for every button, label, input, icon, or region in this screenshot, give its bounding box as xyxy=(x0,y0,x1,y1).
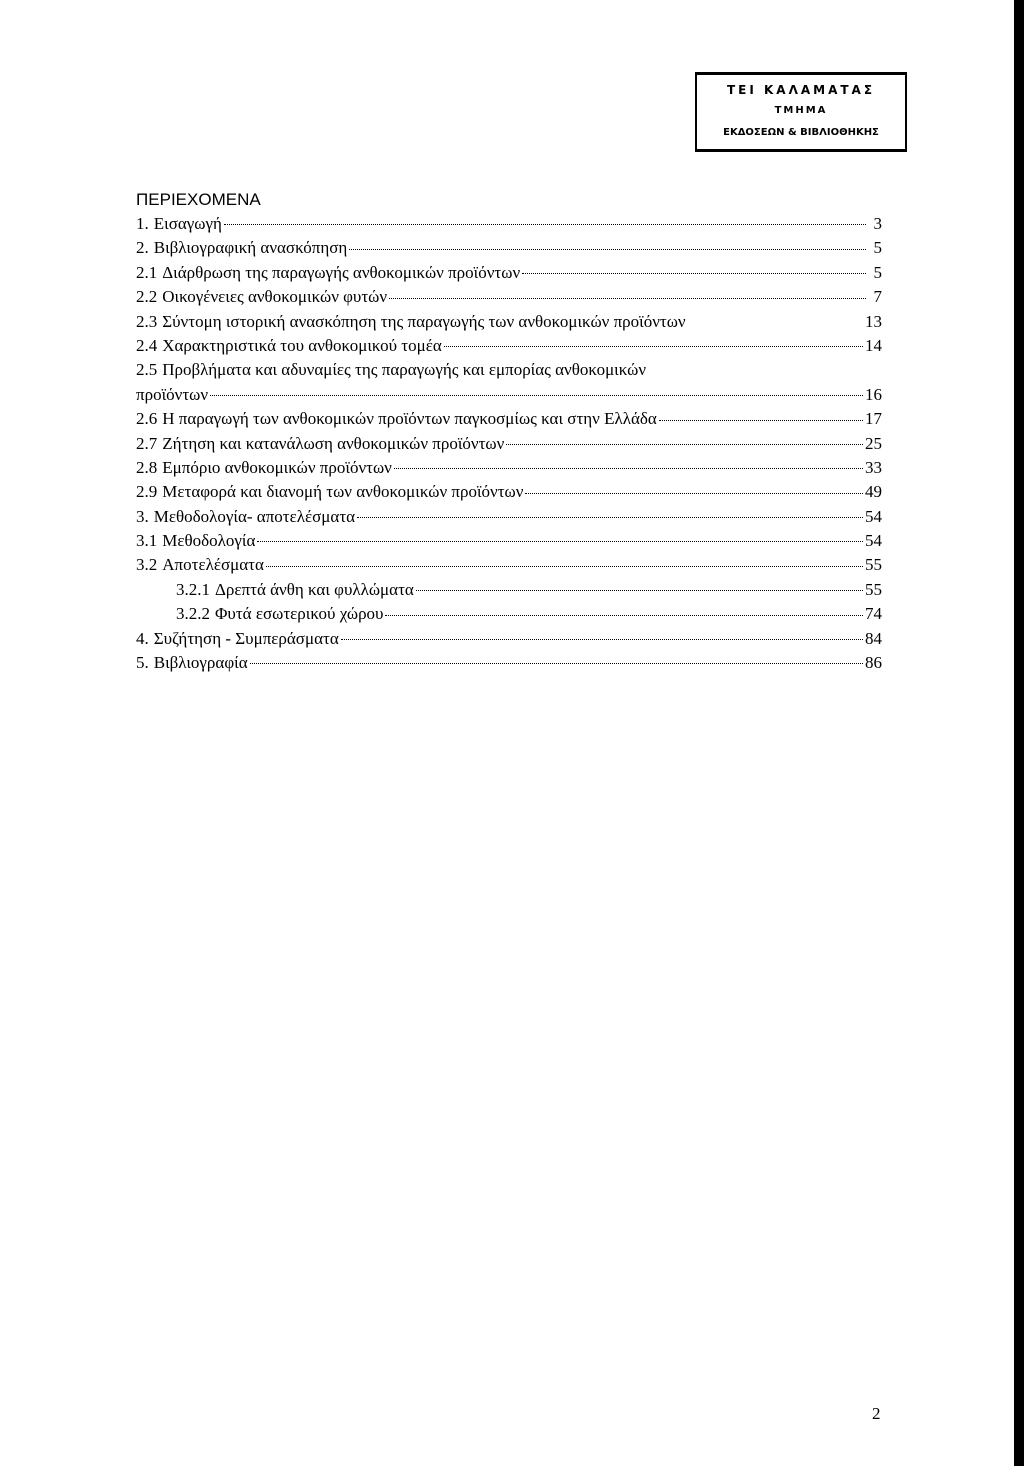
toc-leader-dots xyxy=(341,638,863,640)
toc-leader-dots xyxy=(257,540,863,542)
toc-entry-page: 33 xyxy=(865,457,882,477)
toc-entry-page: 14 xyxy=(865,335,882,355)
toc-entry-1[interactable] xyxy=(136,212,882,236)
toc-entry-title: Βιβλιογραφική ανασκόπηση xyxy=(153,238,348,258)
toc-entry-number: 5. xyxy=(136,653,149,673)
toc-entry-title: Οικογένειες ανθοκομικών φυτών xyxy=(162,287,388,307)
toc-entry-2-4[interactable] xyxy=(136,334,882,358)
toc-title: ΠΕΡΙΕΧΟΜΕΝΑ xyxy=(136,190,261,209)
toc-entry-number: 3.2 xyxy=(136,555,158,575)
toc-entry-2-2[interactable] xyxy=(136,285,882,309)
toc-entry-page: 16 xyxy=(865,384,882,404)
toc-entry-title: Αποτελέσματα xyxy=(162,555,264,575)
toc-entry-title: Βιβλιογραφία xyxy=(153,653,248,673)
toc-entry-page: 5 xyxy=(873,238,882,258)
toc-entry-page: 54 xyxy=(865,506,882,526)
toc-leader-dots xyxy=(444,345,863,347)
toc-entry-title: Προβλήματα και αδυναμίες της παραγωγής και εμπορίας ανθοκομικών xyxy=(162,360,647,380)
library-stamp xyxy=(695,72,907,152)
toc-leader-dots xyxy=(349,248,866,250)
toc-entry-3[interactable] xyxy=(136,505,882,529)
stamp-line-1: ΤΕΙ ΚΑΛΑΜΑΤΑΣ xyxy=(726,83,876,97)
toc-entry-page: 7 xyxy=(873,287,882,307)
toc-entry-page: 55 xyxy=(865,555,882,575)
toc-entry-page: 74 xyxy=(865,604,882,624)
toc-entry-number: 2.9 xyxy=(136,482,158,502)
toc-entry-number: 2.7 xyxy=(136,433,158,453)
page-number: 2 xyxy=(872,1404,881,1423)
toc-entry-number: 3.1 xyxy=(136,531,158,551)
stamp-line-3: ΕΚΔΟΣΕΩΝ & ΒΙΒΛΙΟΘΗΚΗΣ xyxy=(723,127,879,138)
toc-entry-page: 49 xyxy=(865,482,882,502)
toc-leader-dots xyxy=(416,589,863,591)
toc-leader-dots xyxy=(525,492,863,494)
toc-entry-title: Σύντομη ιστορική ανασκόπηση της παραγωγής των ανθοκομικών προϊόντων xyxy=(162,311,686,331)
toc-entry-title: Φυτά εσωτερικού χώρου xyxy=(215,604,384,624)
toc-entry-title: Διάρθρωση της παραγωγής ανθοκομικών προϊόντων xyxy=(162,262,521,282)
toc-entry-number: 2.8 xyxy=(136,457,158,477)
toc-entry-2-1[interactable] xyxy=(136,261,882,285)
toc-leader-dots xyxy=(266,565,863,567)
toc-entry-title: Συζήτηση - Συμπεράσματα xyxy=(153,628,339,648)
toc-leader-dots xyxy=(357,516,863,518)
toc-entry-2-7[interactable] xyxy=(136,432,882,456)
toc-entry-2[interactable] xyxy=(136,236,882,260)
toc-entry-title: Μεθοδολογία xyxy=(162,531,256,551)
toc-entry-page: 86 xyxy=(865,653,882,673)
toc-entry-number: 2. xyxy=(136,238,149,258)
table-of-contents xyxy=(136,188,882,675)
toc-entry-2-5[interactable] xyxy=(136,358,882,382)
toc-entry-page: 25 xyxy=(865,433,882,453)
toc-entry-2-8[interactable] xyxy=(136,456,882,480)
toc-entry-page: 17 xyxy=(865,409,882,429)
toc-entry-number: 2.5 xyxy=(136,360,158,380)
toc-entry-page: 84 xyxy=(865,628,882,648)
toc-entry-title-continued: προϊόντων xyxy=(136,384,209,404)
toc-entry-3-2-2[interactable] xyxy=(136,602,882,626)
toc-entry-2-9[interactable] xyxy=(136,480,882,504)
toc-entry-number: 2.4 xyxy=(136,335,158,355)
toc-entry-3-2-1[interactable] xyxy=(136,578,882,602)
toc-leader-dots xyxy=(522,272,866,274)
toc-entry-page: 5 xyxy=(873,262,882,282)
toc-entry-number: 2.2 xyxy=(136,287,158,307)
toc-entry-2-3[interactable] xyxy=(136,310,882,334)
toc-leader-dots xyxy=(659,419,863,421)
toc-entry-title: Χαρακτηριστικά του ανθοκομικού τομέα xyxy=(162,335,442,355)
toc-entry-page: 13 xyxy=(865,311,882,331)
toc-entry-title: Εμπόριο ανθοκομικών προϊόντων xyxy=(162,457,392,477)
toc-leader-dots xyxy=(385,614,863,616)
toc-leader-dots xyxy=(389,297,866,299)
toc-entry-3-1[interactable] xyxy=(136,529,882,553)
toc-leader-dots xyxy=(224,223,866,225)
toc-entry-title: Εισαγωγή xyxy=(153,214,222,233)
toc-entry-2-5-continued[interactable] xyxy=(136,383,882,407)
toc-entry-2-6[interactable] xyxy=(136,407,882,431)
toc-entry-number: 1. xyxy=(136,214,149,233)
toc-leader-dots xyxy=(394,467,863,469)
toc-leader-dots xyxy=(506,443,863,445)
toc-leader-dots xyxy=(210,394,863,396)
toc-entry-title: Μεθοδολογία- αποτελέσματα xyxy=(153,506,356,526)
toc-entry-number: 2.3 xyxy=(136,311,158,331)
toc-entry-title: Μεταφορά και διανομή των ανθοκομικών προϊόντων xyxy=(162,482,524,502)
toc-entry-5[interactable] xyxy=(136,651,882,675)
toc-entry-number: 3.2.1 xyxy=(176,579,210,599)
toc-entry-3-2[interactable] xyxy=(136,553,882,577)
toc-entry-number: 2.1 xyxy=(136,262,158,282)
toc-entry-title: Δρεπτά άνθη και φυλλώματα xyxy=(215,579,414,599)
toc-entry-number: 3.2.2 xyxy=(176,604,210,624)
toc-entry-number: 4. xyxy=(136,628,149,648)
toc-entry-number: 3. xyxy=(136,506,149,526)
toc-leader-dots xyxy=(250,662,863,664)
toc-entry-number: 2.6 xyxy=(136,409,158,429)
toc-entry-title: Ζήτηση και κατανάλωση ανθοκομικών προϊόντων xyxy=(162,433,505,453)
toc-entry-title: Η παραγωγή των ανθοκομικών προϊόντων παγκοσμίως και στην Ελλάδα xyxy=(162,409,657,429)
toc-entry-page: 3 xyxy=(873,214,882,233)
stamp-line-2: ΤΜΗΜΑ xyxy=(774,105,828,116)
toc-entry-4[interactable] xyxy=(136,627,882,651)
toc-entry-page: 54 xyxy=(865,531,882,551)
toc-entry-page: 55 xyxy=(865,579,882,599)
